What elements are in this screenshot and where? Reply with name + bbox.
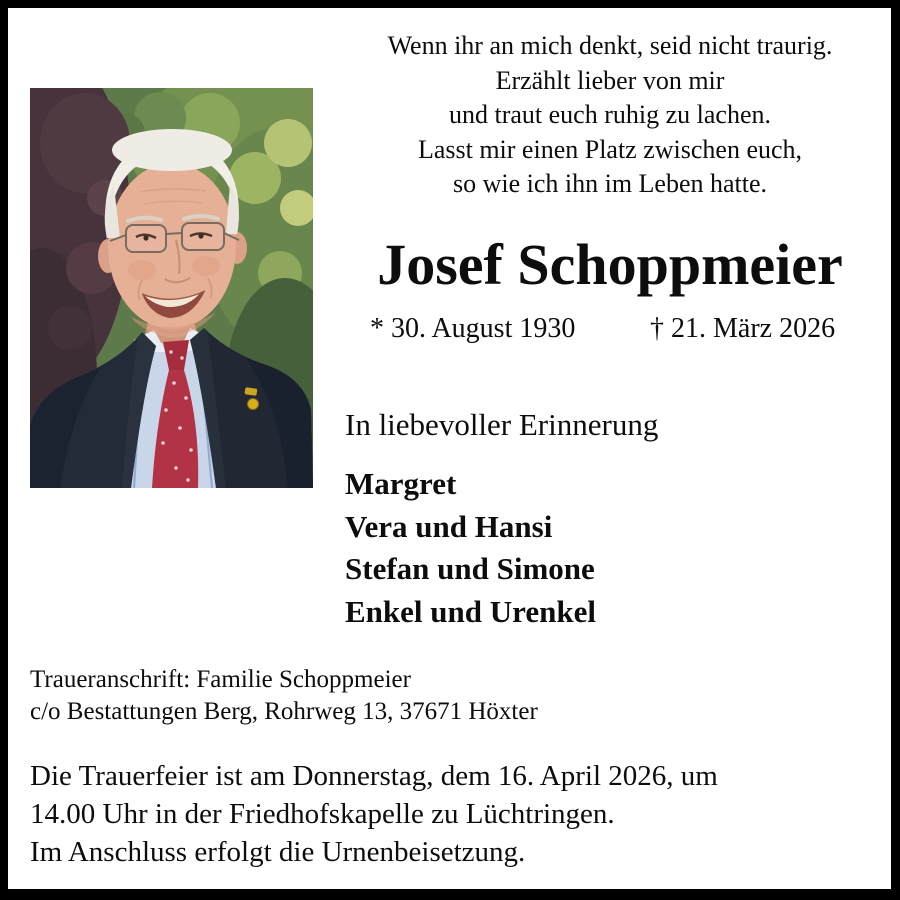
funeral-service-info (30, 757, 718, 871)
poem-line: so wie ich ihn im Leben hatte. (452, 169, 768, 198)
death-date: † 21. März 2026 (650, 313, 836, 344)
address-line: c/o Bestattungen Berg, Rohrweg 13, 37671 Höxter (30, 698, 538, 725)
memorial-poem (345, 29, 875, 202)
mourner-name: Vera und Hansi (345, 508, 553, 544)
mourner-name: Margret (345, 466, 457, 501)
mourning-address (30, 664, 538, 728)
poem-line: und traut euch ruhig zu lachen. (449, 100, 771, 129)
mourner-name: Enkel und Urenkel (345, 593, 596, 629)
portrait-photo-image (30, 88, 313, 488)
remembrance-line: In liebevoller Erinnerung (345, 407, 659, 442)
life-dates (345, 313, 875, 349)
service-line: 14.00 Uhr in der Friedhofskapelle zu Lüchtringen. (30, 798, 615, 830)
address-line: Traueranschrift: Familie Schoppmeier (30, 666, 411, 693)
mourners-list (345, 463, 596, 633)
mourner-name: Stefan und Simone (345, 551, 595, 586)
service-line: Die Trauerfeier ist am Donnerstag, dem 16. April 2026, um (30, 760, 718, 792)
poem-line: Erzählt lieber von mir (495, 65, 725, 95)
deceased-name: Josef Schoppmeier (377, 232, 843, 297)
portrait-photo (30, 88, 313, 488)
poem-line: Lasst mir einen Platz zwischen euch, (417, 134, 803, 164)
service-line: Im Anschluss erfolgt die Urnenbeisetzung. (30, 836, 526, 868)
birth-date: * 30. August 1930 (370, 313, 576, 344)
poem-line: Wenn ihr an mich denkt, seid nicht traurig. (387, 31, 833, 60)
